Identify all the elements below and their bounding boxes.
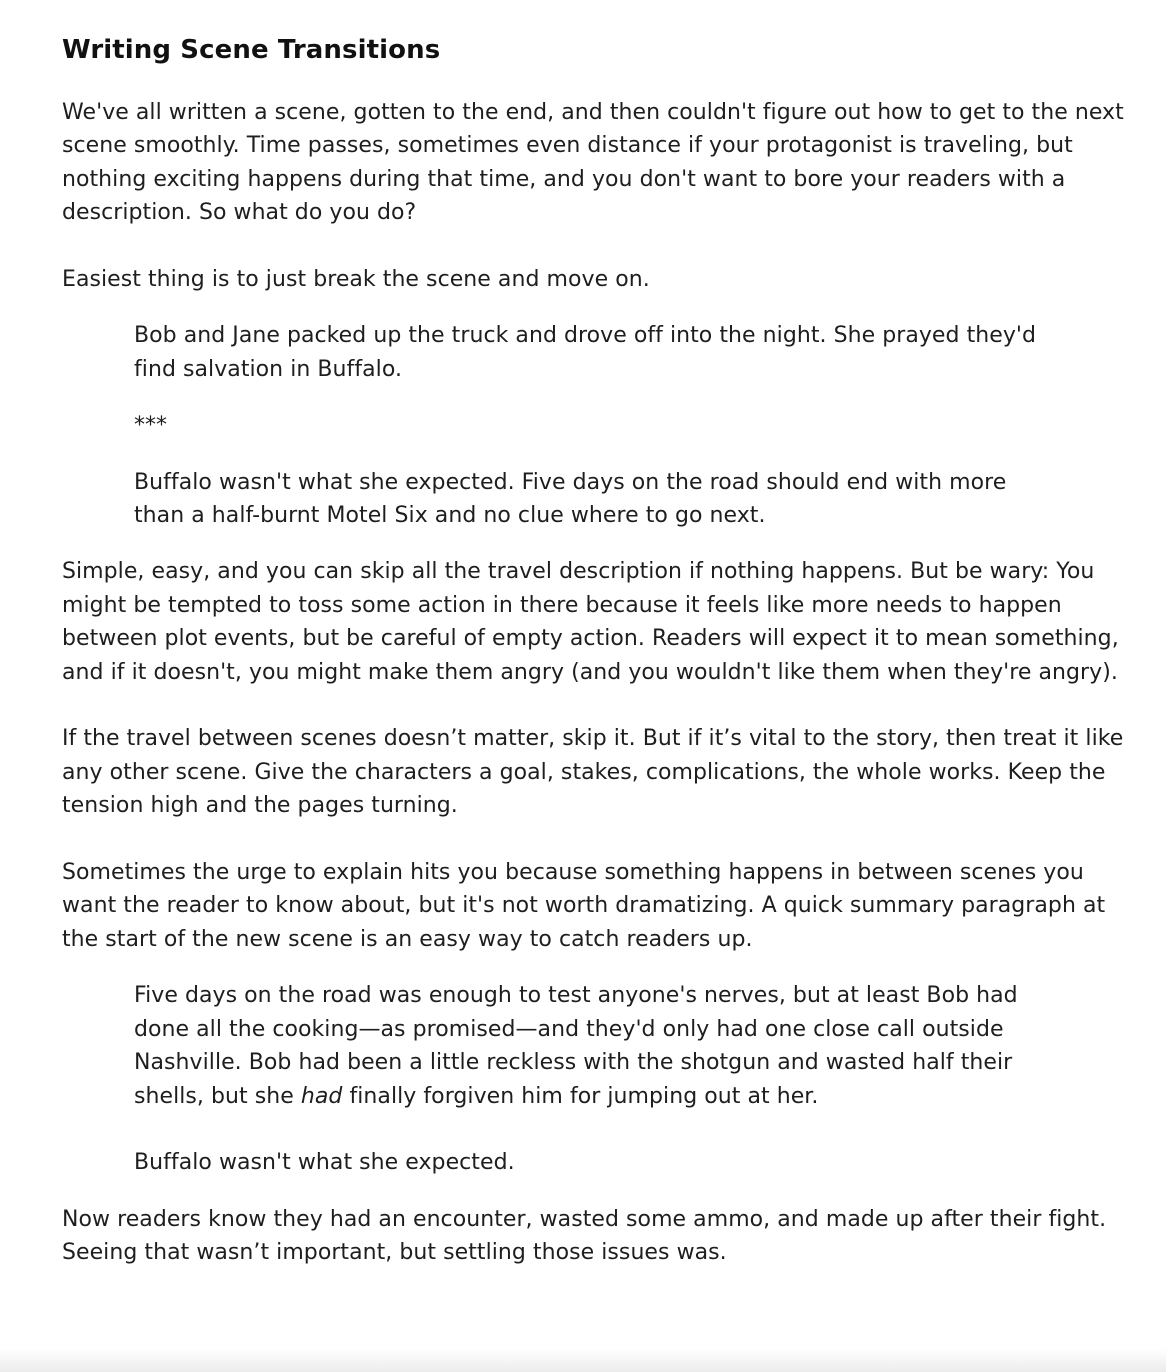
intro-paragraph: We've all written a scene, gotten to the end, and then couldn't figure out how to get to the next scene smoothly. Time passes, sometimes even distance if your protagonist is traveling, but nothing exciting happens during that time, and you don't want to bore your readers with a description. So what do you do? [62, 100, 1124, 226]
excerpt-closing-line: Buffalo wasn't what she expected. [134, 1150, 515, 1176]
article-title: Writing Scene Transitions [62, 35, 441, 65]
summary-emphasis: had [300, 1083, 343, 1109]
excerpt-summary-paragraph [134, 979, 1054, 1113]
conclusion-paragraph: Now readers know they had an encounter, wasted some ammo, and made up after their fight. Seeing that wasn’t important, but settling those issues was. [62, 1206, 1107, 1266]
summary-text-end: finally forgiven him for jumping out at her. [342, 1083, 819, 1109]
scene-break-marker: *** [134, 413, 167, 439]
excerpt-before-break: Bob and Jane packed up the truck and drove off into the night. She prayed they'd find salvation in Buffalo. [134, 323, 1037, 382]
excerpt-after-break: Buffalo wasn't what she expected. Five days on the road should end with more than a half-burnt Motel Six and no clue where to go next. [134, 469, 1007, 529]
simple-paragraph: Simple, easy, and you can skip all the travel description if nothing happens. But be wary: You might be tempted to toss some action in there because it feels like more needs to happen between plot events, but be careful of empty action. Readers will expect it to mean something, and if it doesn't, you might make them angry (and you wouldn't like them when they're angry). [62, 559, 1119, 685]
article [62, 28, 1142, 1270]
example-excerpt-summary [134, 979, 1054, 1179]
example-excerpt-scene-break [134, 319, 1054, 532]
easiest-paragraph: Easiest thing is to just break the scene and move on. [62, 267, 650, 293]
sometimes-paragraph: Sometimes the urge to explain hits you because something happens in between scenes you want the reader to know about, but it's not worth dramatizing. A quick summary paragraph at the start of the new scene is an easy way to catch readers up. [62, 860, 1106, 952]
travel-paragraph: If the travel between scenes doesn’t matter, skip it. But if it’s vital to the story, then treat it like any other scene. Give the characters a goal, stakes, complications, the whole works. Keep the tension high and the pages turning. [62, 726, 1124, 819]
bottom-edge-shadow [0, 1348, 1166, 1372]
summary-text-start: Five days on the road was enough to test anyone's nerves, but at least Bob had done all the cooking—as promised—and they'd only had one close call outside Nashville. Bob had been a little reckless with the shotgun and wasted half their shells, but she [134, 983, 1018, 1109]
